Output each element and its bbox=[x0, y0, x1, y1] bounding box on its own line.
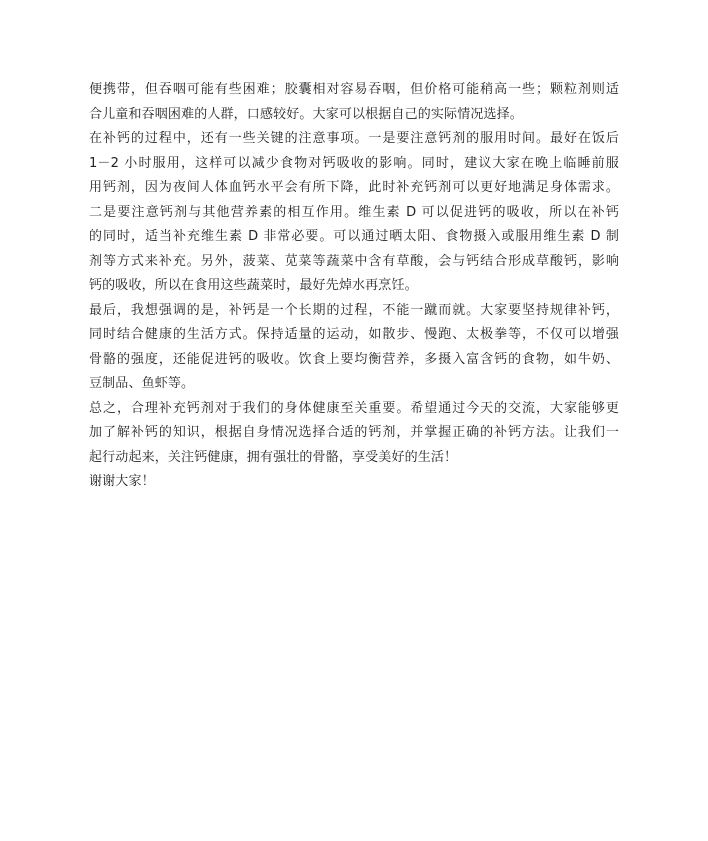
text-line: 剂等方式来补充。另外，菠菜、苋菜等蔬菜中含有草酸，会与钙结合形成草酸钙，影响 bbox=[89, 253, 619, 269]
document-body bbox=[89, 78, 619, 495]
text-line: 便携带，但吞咽可能有些困难；胶囊相对容易吞咽，但价格可能稍高一些；颗粒剂则适 bbox=[89, 82, 619, 97]
text-line: 起行动起来，关注钙健康，拥有强壮的骨骼，享受美好的生活！ bbox=[89, 449, 458, 465]
text-line: 加了解补钙的知识，根据自身情况选择合适的钙剂，并掌握正确的补钙方法。让我们一 bbox=[89, 425, 619, 440]
text-line: 合儿童和吞咽困难的人群，口感较好。大家可以根据自己的实际情况选择。 bbox=[89, 106, 523, 122]
text-line: 用钙剂，因为夜间人体血钙水平会有所下降，此时补充钙剂可以更好地满足身体需求。 bbox=[89, 180, 619, 195]
text-line: 骨骼的强度，还能促进钙的吸收。饮食上要均衡营养，多摄入富含钙的食物，如牛奶、 bbox=[89, 351, 619, 367]
text-line: 1－2 小时服用，这样可以减少食物对钙吸收的影响。同时，建议大家在晚上临睡前服 bbox=[89, 155, 619, 171]
closing-line: 谢谢大家！ bbox=[89, 474, 155, 489]
text-line: 最后，我想强调的是，补钙是一个长期的过程，不能一蹴而就。大家要坚持规律补钙， bbox=[89, 302, 619, 318]
text-line: 总之，合理补充钙剂对于我们的身体健康至关重要。希望通过今天的交流，大家能够更 bbox=[89, 400, 619, 416]
text-line: 同时结合健康的生活方式。保持适量的运动，如散步、慢跑、太极拳等，不仅可以增强 bbox=[89, 327, 619, 342]
text-line: 钙的吸收，所以在食用这些蔬菜时，最好先焯水再烹饪。 bbox=[89, 278, 418, 293]
text-line: 豆制品、鱼虾等。 bbox=[89, 376, 195, 391]
text-line: 在补钙的过程中，还有一些关键的注意事项。一是要注意钙剂的服用时间。最好在饭后 bbox=[89, 131, 619, 146]
text-line: 二是要注意钙剂与其他营养素的相互作用。维生素 D 可以促进钙的吸收，所以在补钙 bbox=[89, 204, 619, 220]
text-line: 的同时，适当补充维生素 D 非常必要。可以通过晒太阳、食物摄入或服用维生素 D 制 bbox=[89, 229, 619, 244]
